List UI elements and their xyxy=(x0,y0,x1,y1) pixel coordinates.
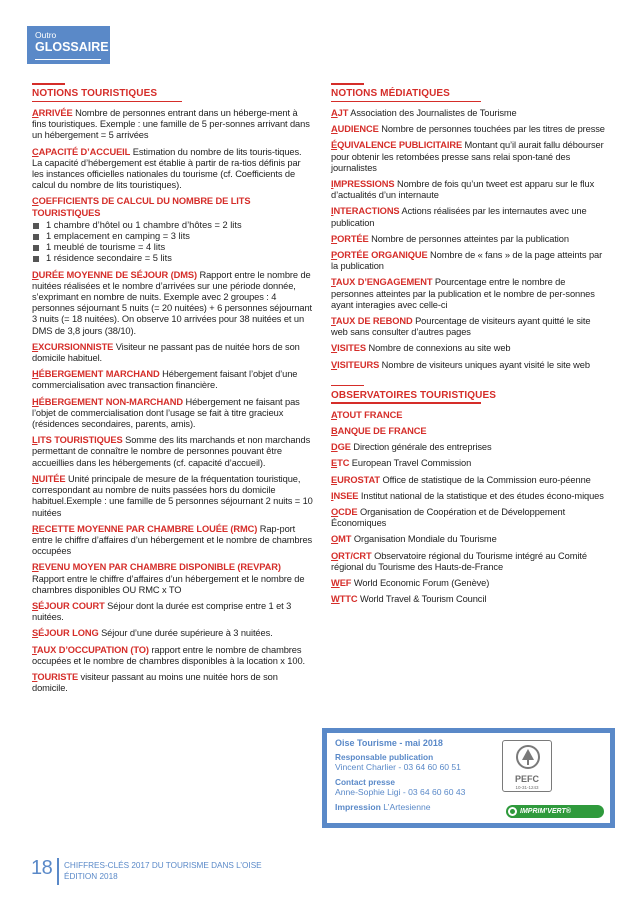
term-rest: URÉE MOYENNE DE SÉJOUR (DMS) xyxy=(38,269,197,280)
pefc-tree-icon xyxy=(513,744,543,770)
term-rest: UDIENCE xyxy=(337,124,379,135)
term-definition: Montant qu’il aurait fallu débourser pour obtenir les retombées presse sans relai spon-tané des journalistes xyxy=(331,140,604,173)
term-rest: TTC xyxy=(339,594,358,605)
glossary-entry xyxy=(331,578,606,589)
term-rest: EVENU MOYEN PAR CHAMBRE DISPONIBLE (REVPAR) xyxy=(38,562,281,573)
term-initial: S xyxy=(32,600,39,611)
publisher-value: Vincent Charlier - 03 64 60 60 51 xyxy=(335,762,461,772)
glossary-term xyxy=(331,442,351,452)
glossary-entry xyxy=(331,426,606,437)
term-initial: P xyxy=(331,250,338,261)
glossary-term xyxy=(32,435,123,445)
glossary-entry xyxy=(331,594,606,605)
term-rest: NTERACTIONS xyxy=(333,206,400,217)
term-rest: AUX D’ENGAGEMENT xyxy=(335,277,433,288)
glossary-entry xyxy=(32,645,314,667)
glossary-term xyxy=(331,277,432,287)
term-rest: ÉJOUR COURT xyxy=(38,600,105,611)
term-initial: R xyxy=(32,523,39,534)
glossary-term xyxy=(331,206,400,216)
publication-infobox xyxy=(322,728,615,828)
glossary-entry xyxy=(331,360,606,371)
glossary-term xyxy=(331,343,366,353)
glossary-term xyxy=(32,270,197,280)
infobox-title: Oise Tourisme - mai 2018 xyxy=(335,738,443,748)
entries-group-b xyxy=(32,270,314,695)
pefc-logo xyxy=(502,740,552,792)
coefficient-item: 1 chambre d’hôtel ou 1 chambre d’hôtes = 2 lits xyxy=(32,220,314,231)
term-initial: T xyxy=(331,277,336,288)
term-definition: European Travel Commission xyxy=(349,458,472,469)
glossary-term xyxy=(331,551,372,561)
glossary-term xyxy=(32,369,160,379)
term-definition: Estimation du nombre de lits touris-tiques. La capacité d’hébergement est établie à partir de ra-tios définis par les instances officielles nationales du tourisme (cf. Coefficients de calcul du nombre de lits touristiques). xyxy=(32,146,302,191)
glossary-term xyxy=(331,458,349,468)
glossary-term xyxy=(32,474,66,484)
printer-value: L’Artesienne xyxy=(380,802,431,812)
chapter-title: GLOSSAIRE xyxy=(35,40,109,54)
term-rest: AUX DE REBOND xyxy=(335,316,413,327)
term-rest: TC xyxy=(337,458,350,469)
term-rest: RT/CRT xyxy=(338,550,372,561)
glossary-term xyxy=(32,601,105,611)
term-definition: Nombre de « fans » de la page atteints par la publication xyxy=(331,250,603,272)
footer-edition: ÉDITION 2018 xyxy=(64,872,118,881)
glossary-term xyxy=(331,316,413,326)
glossary-term xyxy=(32,108,73,118)
glossary-term xyxy=(331,491,358,501)
glossary-term xyxy=(32,524,257,534)
glossary-entry xyxy=(32,628,314,639)
term-rest: QUIVALENCE PUBLICITAIRE xyxy=(337,140,463,151)
term-rest: RRIVÉE xyxy=(38,108,73,118)
glossary-term xyxy=(32,628,99,638)
glossary-term xyxy=(32,562,281,572)
glossary-term xyxy=(331,534,351,544)
imprim-vert-logo xyxy=(506,805,604,818)
term-initial: S xyxy=(32,628,39,639)
term-initial: I xyxy=(331,179,334,190)
glossary-entry xyxy=(331,250,606,272)
term-definition: Séjour d’une durée supérieure à 3 nuitées. xyxy=(98,628,273,639)
glossary-term xyxy=(331,426,427,436)
term-definition: Organisation Mondiale du Tourisme xyxy=(351,534,497,545)
term-rest: ORTÉE xyxy=(337,233,369,244)
term-rest: APACITÉ D’ACCUEIL xyxy=(38,146,131,157)
chapter-tab xyxy=(27,26,110,64)
glossary-entry xyxy=(32,397,314,431)
glossary-entry xyxy=(331,534,606,545)
term-initial: E xyxy=(32,341,39,352)
term-initial: A xyxy=(32,108,39,118)
term-definition: Organisation de Coopération et de Développement Économiques xyxy=(331,507,566,529)
term-rest: OEFFICIENTS DE CALCUL DU NOMBRE DE LITS TOURISTIQUES xyxy=(32,196,251,218)
glossary-entry xyxy=(32,196,314,218)
term-initial: W xyxy=(331,594,340,605)
glossary-entry xyxy=(331,234,606,245)
glossary-entry xyxy=(331,458,606,469)
chapter-kicker: Outro xyxy=(35,30,57,40)
glossary-term xyxy=(331,594,357,604)
coefficient-item: 1 emplacement en camping = 3 lits xyxy=(32,231,314,242)
glossary-entry xyxy=(331,124,606,135)
coefficient-item: 1 résidence secondaire = 5 lits xyxy=(32,253,314,264)
term-rest: MT xyxy=(338,534,352,545)
glossary-entry xyxy=(331,277,606,311)
glossary-entry xyxy=(331,179,606,201)
term-initial: O xyxy=(331,550,339,561)
observatory-entries xyxy=(331,410,606,606)
glossary-entry xyxy=(32,601,314,623)
printer-label: Impression xyxy=(335,802,381,812)
term-definition: Séjour dont la durée est comprise entre 1 et 3 nuitées. xyxy=(32,600,292,623)
term-rest: ÉBERGEMENT MARCHAND xyxy=(38,369,160,380)
term-initial: A xyxy=(331,409,337,420)
glossary-term xyxy=(331,410,402,420)
glossary-term xyxy=(331,578,351,588)
term-rest: OURISTE xyxy=(37,671,79,682)
term-definition: Institut national de la statistique et des études écono-miques xyxy=(358,490,604,501)
footer-title: CHIFFRES-CLÉS 2017 DU TOURISME DANS L’OISE xyxy=(64,861,262,870)
glossary-entry xyxy=(32,369,314,391)
term-definition: Nombre de personnes touchées par les titres de presse xyxy=(378,124,605,135)
glossary-entry xyxy=(331,316,606,338)
term-rest: UROSTAT xyxy=(337,474,380,485)
glossary-entry xyxy=(331,108,606,119)
glossary-term xyxy=(331,108,348,118)
term-definition: Direction générale des entreprises xyxy=(350,442,492,453)
term-initial: C xyxy=(32,196,39,207)
glossary-term xyxy=(32,196,250,217)
imprim-vert-icon xyxy=(508,807,517,816)
term-definition: Nombre de personnes entrant dans un héberge-ment à fins touristiques. Exemple : une famille de 5 per-sonnes arrivant dans un hébergement = 5 arrivées xyxy=(32,108,310,141)
term-initial: W xyxy=(331,578,340,589)
term-initial: O xyxy=(331,507,339,518)
glossary-term xyxy=(331,234,369,244)
publisher-label: Responsable publication xyxy=(335,752,434,762)
term-rest: CDE xyxy=(338,507,358,518)
term-definition: Hébergement faisant l’objet d’une commercialisation avec transaction financière. xyxy=(32,369,298,391)
term-rest: AUX D’OCCUPATION (TO) xyxy=(36,644,149,655)
glossary-term xyxy=(32,645,149,655)
page-number: 18 xyxy=(31,857,53,879)
glossary-entry xyxy=(331,410,606,421)
glossary-entry xyxy=(32,147,314,192)
term-definition: World Travel & Tourism Council xyxy=(357,594,487,605)
glossary-term xyxy=(32,672,78,682)
term-initial: T xyxy=(32,644,37,655)
term-initial: D xyxy=(32,269,39,280)
term-definition: visiteur passant au moins une nuitée hors de son domicile. xyxy=(32,671,278,694)
chapter-underline xyxy=(35,59,101,60)
press-contact-label: Contact presse xyxy=(335,777,395,787)
glossary-term xyxy=(331,360,379,370)
term-initial: L xyxy=(32,435,38,446)
term-initial: T xyxy=(32,671,38,682)
term-initial: B xyxy=(331,426,338,437)
media-entries xyxy=(331,108,606,371)
term-initial: A xyxy=(331,108,338,118)
term-initial: R xyxy=(32,562,39,573)
term-initial: E xyxy=(331,474,338,485)
section-title-notions-mediatiques: NOTIONS MÉDIATIQUES xyxy=(331,83,606,102)
glossary-term xyxy=(331,507,357,517)
right-column xyxy=(331,83,606,611)
term-definition: Nombre de fois qu’un tweet est apparu sur le flux d’actualités d’un internaute xyxy=(331,179,595,201)
glossary-entry xyxy=(32,108,314,142)
left-column xyxy=(32,83,314,699)
term-definition: Unité principale de mesure de la fréquentation touristique, correspondant au nombre de nuits passées hors du domicile habituel.Exemple : une famille de 5 personnes séjournant 2 nuits = 10 nuitées xyxy=(32,473,313,518)
term-initial: H xyxy=(32,396,39,407)
glossary-entry xyxy=(331,475,606,486)
term-rest: ISITEURS xyxy=(337,359,380,370)
glossary-entry xyxy=(32,270,314,337)
term-rest: GE xyxy=(337,442,351,453)
term-initial: E xyxy=(331,458,338,469)
glossary-term xyxy=(331,124,379,134)
entries-group-a xyxy=(32,108,314,219)
glossary-entry xyxy=(331,551,606,573)
glossary-term xyxy=(32,147,130,157)
term-rest: TOUT FRANCE xyxy=(336,409,403,420)
term-rest: JT xyxy=(337,108,349,118)
term-initial: D xyxy=(331,442,338,453)
term-initial: C xyxy=(32,146,39,157)
section-title-notions-touristiques: NOTIONS TOURISTIQUES xyxy=(32,83,314,102)
term-rest: ÉJOUR LONG xyxy=(38,628,99,639)
term-initial: I xyxy=(331,206,334,217)
term-definition: Pourcentage entre le nombre de personnes atteintes par la publication et le nombre de per-sonnes ayant interagies avec celle-ci xyxy=(331,277,595,310)
glossary-term xyxy=(331,179,394,189)
term-definition: Rap-port entre le chiffre d’affaires d’un hébergement et le nombre de chambres occupées xyxy=(32,523,313,557)
term-rest: MPRESSIONS xyxy=(333,179,395,190)
term-initial: T xyxy=(331,316,336,327)
term-rest: UITÉE xyxy=(38,473,66,484)
term-rest: XCURSIONNISTE xyxy=(38,341,114,352)
pefc-label: PEFC xyxy=(514,774,539,784)
term-definition: Observatoire régional du Tourisme intégré au Comité régional du Tourisme des Hauts-de-France xyxy=(331,550,587,572)
glossary-entry xyxy=(331,206,606,228)
glossary-entry xyxy=(32,672,314,694)
glossary-entry xyxy=(32,342,314,364)
term-initial: N xyxy=(32,473,39,484)
term-initial: É xyxy=(331,140,338,151)
glossary-entry xyxy=(32,524,314,558)
section-title-observatoires: OBSERVATOIRES TOURISTIQUES xyxy=(331,385,606,404)
term-definition: Association des Journalistes de Tourisme xyxy=(348,108,517,118)
glossary-entry xyxy=(331,491,606,502)
glossary-entry xyxy=(331,140,606,174)
term-definition: Office de statistique de la Commission euro-péenne xyxy=(379,474,591,485)
glossary-term xyxy=(331,250,428,260)
term-initial: H xyxy=(32,369,39,380)
footer-separator xyxy=(57,858,59,885)
glossary-entry xyxy=(32,562,314,596)
term-definition: Visiteur ne passant pas de nuitée hors de son domicile habituel. xyxy=(32,341,300,364)
glossary-term xyxy=(331,475,380,485)
term-rest: ÉBERGEMENT NON-MARCHAND xyxy=(38,396,184,407)
coefficient-item: 1 meublé de tourisme = 4 lits xyxy=(32,242,314,253)
term-initial: A xyxy=(331,124,338,135)
term-definition: World Economic Forum (Genève) xyxy=(351,578,490,589)
term-definition: Nombre de visiteurs uniques ayant visité le site web xyxy=(379,359,590,370)
imprim-vert-label: IMPRIM’VERT® xyxy=(520,808,571,815)
glossary-entry xyxy=(32,474,314,519)
term-initial: V xyxy=(331,359,338,370)
term-rest: ISITES xyxy=(337,343,366,354)
glossary-term xyxy=(32,342,113,352)
term-rest: EF xyxy=(339,578,352,589)
term-definition: Somme des lits marchands et non marchands permettant de connaître le nombre de personnes pouvant être accueillies dans les hébergements (cf. capacité d’accueil). xyxy=(32,435,311,468)
coefficients-list xyxy=(32,220,314,265)
term-initial: O xyxy=(331,534,339,545)
term-rest: NSEE xyxy=(333,490,359,501)
glossary-entry xyxy=(331,343,606,354)
term-definition: Pourcentage de visiteurs ayant quitté le site web sans consulter d’autres pages xyxy=(331,316,591,338)
term-rest: ORTÉE ORGANIQUE xyxy=(337,250,428,261)
term-definition: Hébergement ne faisant pas l’objet de commercialisation dont l’usage se fait à titre gracieux (résidences secondaires, parents, amis). xyxy=(32,396,300,430)
term-definition: Rapport entre le nombre de nuitées réalisées et le nombre d’arrivées sur une période donnée, s’exprimant en nombre de nuits. Exemple avec 2 groupes : 4 personnes séjournant 5 nuits (= 20 nuitées) + 6 personnes séjournant 3 nuits (= 18 nuitées). On observe 10 arrivées pour 38 nuitées et un DMS de 3,8 jours (38/10). xyxy=(32,269,313,336)
pefc-number: 10-31-1243 xyxy=(515,785,539,790)
term-definition: rapport entre le nombre de chambres occupées et le nombre de chambres disponibles à la location x 100. xyxy=(32,644,305,666)
term-definition: Nombre de personnes atteintes par la publication xyxy=(368,233,569,244)
term-rest: ECETTE MOYENNE PAR CHAMBRE LOUÉE (RMC) xyxy=(38,523,258,534)
glossary-term xyxy=(331,140,462,150)
term-definition: Nombre de connexions au site web xyxy=(365,343,511,354)
term-initial: P xyxy=(331,233,338,244)
glossary-entry xyxy=(32,435,314,469)
press-contact-value: Anne-Sophie Ligi - 03 64 60 60 43 xyxy=(335,787,466,797)
term-definition: Rapport entre le chiffre d’affaires d’un hébergement et le nombre de chambres disponibles OU RMC x TO xyxy=(32,573,305,595)
glossary-entry xyxy=(331,442,606,453)
term-initial: V xyxy=(331,343,338,354)
term-rest: ANQUE DE FRANCE xyxy=(337,426,427,437)
glossary-entry xyxy=(331,507,606,529)
term-initial: I xyxy=(331,490,334,501)
infobox-inner xyxy=(327,733,610,823)
term-rest: ITS TOURISTIQUES xyxy=(37,435,123,446)
glossary-term xyxy=(32,397,183,407)
term-definition: Actions réalisées par les internautes avec une publication xyxy=(331,206,587,228)
